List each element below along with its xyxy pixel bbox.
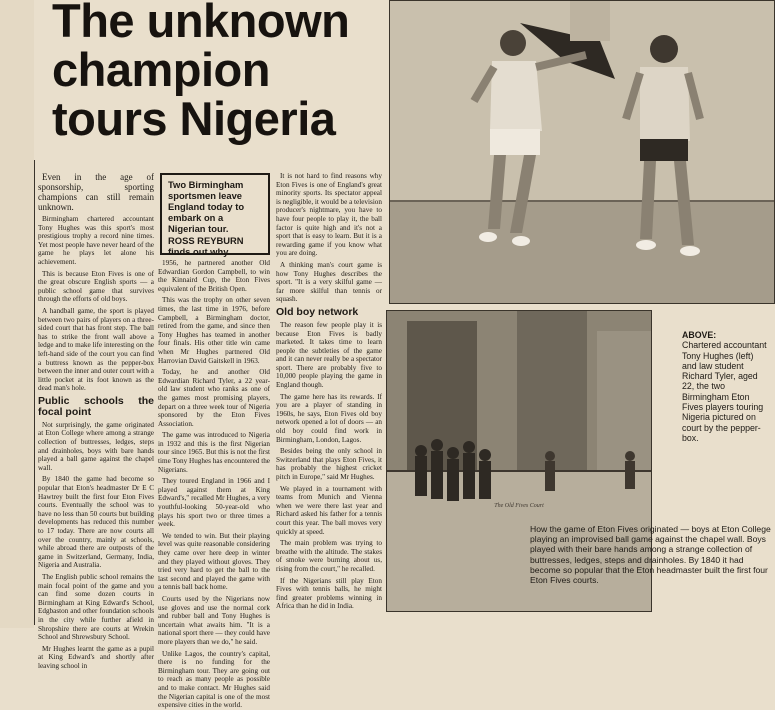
article-column-1 — [38, 172, 154, 670]
photo-players-on-court — [389, 0, 775, 304]
paragraph: Today, he and another Old Edwardian Richard Tyler, a 22 year-old law student who ranks as one of the games most promising players, depart on a three week tour of Nigeria sponsored by the Eton Fives Association. — [158, 368, 270, 428]
paragraph: It is not hard to find reasons why Eton Fives is one of England's great minority sports. Its spectator appeal is negligible, it would be a television producer's nightmare, you have to have four people to play it, the ball factor is quite high and it's not a sport that is easy to learn. But it is a rewarding game if you know what you are doing. — [276, 172, 382, 258]
paragraph: The game here has its rewards. If you are a player of standing in 1960s, he says, Eton Fives old boy network opened a lot of doors — an old boy could find work in Birmingham, London, Lagos. — [276, 392, 382, 444]
paragraph: This is because Eton Fives is one of the great obscure English sports — a public school game that survives through the efforts of old boys. — [38, 269, 154, 304]
paragraph: We played in a tournament with teams from Munich and Vienna when we were there last year and Richard asked his father for a tennis court this year. The ball moves very quickly at speed. — [276, 484, 382, 536]
paragraph: This was the trophy on other seven times, the last time in 1976, before Campbell, a Birmingham doctor, retired from the game, and since then Tony Hughes has teamed in another four finals. His other title win came when Mr Hughes partnered Old Harrovian David Gaitskell in 1963. — [158, 296, 270, 365]
engraving-label: The Old Fives Court — [494, 503, 544, 509]
paragraph: Even in the age of sponsorship, sporting champions can still remain unknown. — [38, 172, 154, 212]
subheading: Public schools the focal point — [38, 394, 154, 418]
byline: ROSS REYBURN finds out why. — [168, 235, 244, 257]
paragraph: If the Nigerians still play Eton Fives with tennis balls, he might find greater problems winning in Africa than he did in India. — [276, 576, 382, 611]
article-column-3 — [276, 172, 382, 626]
paragraph: The main problem was trying to breathe with the altitude. The stakes of smoke were burning about us, rising from the court," he recalled. — [276, 539, 382, 573]
engraving-caption — [530, 524, 772, 624]
paragraph: The reason few people play it is because Eton Fives is badly marketed. It takes time to learn people the subtleties of the game and it can never really be a spectator sport. There are probably five to 10,000 people playing the game in England though. — [276, 320, 382, 390]
article-column-2 — [158, 259, 270, 710]
paragraph: By 1840 the game had become so popular that Eton's headmaster Dr E C Hawtrey built the first four Eton Fives courts. Eventually the school was to have no less than 50 courts but building developments has reduced this number to 17 today. There are now courts all over the country, mainly at schools, while abroad there are outposts of the game in Switzerland, Germany, India, Nigeria and Australia. — [38, 475, 154, 570]
left-margin-strip — [0, 0, 34, 628]
caption-heading: ABOVE: — [682, 330, 717, 340]
caption-text: Chartered accountant Tony Hughes (left) and law student Richard Tyler, aged 22, the two Birmingham Eton Fives players touring Nigeria pictured on court by the pepper-box. — [682, 340, 767, 443]
paragraph: They toured England in 1966 and I played against them at King Edward's," recalled Mr Hughes, a very youthful-looking 50-year-old who plays his sport two or three times a week. — [158, 477, 270, 529]
paragraph: The game was introduced to Nigeria in 1932 and this is the first Nigerian tour since 1965. But this is not the first time Tony Hughes has encountered the Nigerians. — [158, 431, 270, 474]
standfirst-box — [160, 173, 270, 255]
headline-line-3: tours Nigeria — [52, 92, 336, 145]
caption-text: How the game of Eton Fives originated — boys at Eton College playing an improvised ball game against the chapel wall. Boys played with their bare hands among a strange collection of buttresses, ledges, steps and drainholes. By 1840 it had become so popular that the Eton headmaster built the first four Eton Fives courts. — [530, 524, 771, 586]
paragraph: A thinking man's court game is how Tony Hughes describes the sport. "It is a very skilful game — far more skilful than tennis or squash. — [276, 260, 382, 304]
paragraph: Besides being the only school in Switzerland that plays Eton Fives, it has probably the highest cricket pitch in Europe," said Mr Hughes. — [276, 447, 382, 481]
paragraph: A handball game, the sport is played between two pairs of players on a three-sided court that has front step. The ball has to strike the front wall above a ledge and to make life interesting on the left-hand side of the court you can find a buttress known as the pepper-box between the inner and outer court with a little pocket at its foot known as the dead man's hole. — [38, 306, 154, 393]
headline-line-2: champion — [52, 43, 270, 96]
subheading: Old boy network — [276, 305, 359, 318]
paragraph: Birmingham chartered accountant Tony Hughes was this sport's most prestigious trophy a record nine times. Yet most people have never heard of the game he plays let alone his achievement. — [38, 215, 154, 266]
paragraph: Mr Hughes learnt the game as a pupil at King Edward's and shortly after leaving school in — [38, 644, 154, 670]
paragraph: The English public school remains the main focal point of the game and you can find some dozen courts in Birmingham at King Edward's School, Edgbaston and other foundation schools in the city while further afield in Shropshire there are courts at Wrekin School and Shrewsbury School. — [38, 572, 154, 642]
players-photo-image — [390, 1, 774, 303]
standfirst-text: Two Birmingham sportsmen leave England today to embark on a Nigerian tour. — [168, 179, 245, 234]
headline-line-1: The unknown — [52, 0, 350, 47]
paragraph: 1956, he partnered another Old Edwardian Gordon Campbell, to win the Kinnaird Cup, the Eton Fives equivalent of the British Open. — [158, 259, 270, 293]
headline — [52, 0, 387, 143]
paragraph: We tended to win. But their playing level was quite reasonable considering they came over here deep in winter and they played without gloves. They tried very hard to get the ball to the last second and played the game with a tennis ball back home. — [158, 531, 270, 592]
paragraph: Unlike Lagos, the country's capital, there is no funding for the Birmingham tour. They are going out to reach as many people as possible and to make contact. Mr Hughes said the Nigerian capital is one of the most expensive cities in the world. — [158, 649, 270, 710]
paragraph: Courts used by the Nigerians now use gloves and use the normal cork and rubber ball and Tony Hughes is uncertain what awaits him. "It is a national sport there — they could have more players than we do," he said. — [158, 594, 270, 646]
paragraph: Not surprisingly, the game originated at Eton College where among a strange collection of buttresses, ledges, steps and drainholes, boys with bare hands played a ball game against the chapel wall. — [38, 420, 154, 472]
column-rule — [34, 160, 35, 625]
photo-top-caption — [682, 330, 770, 530]
